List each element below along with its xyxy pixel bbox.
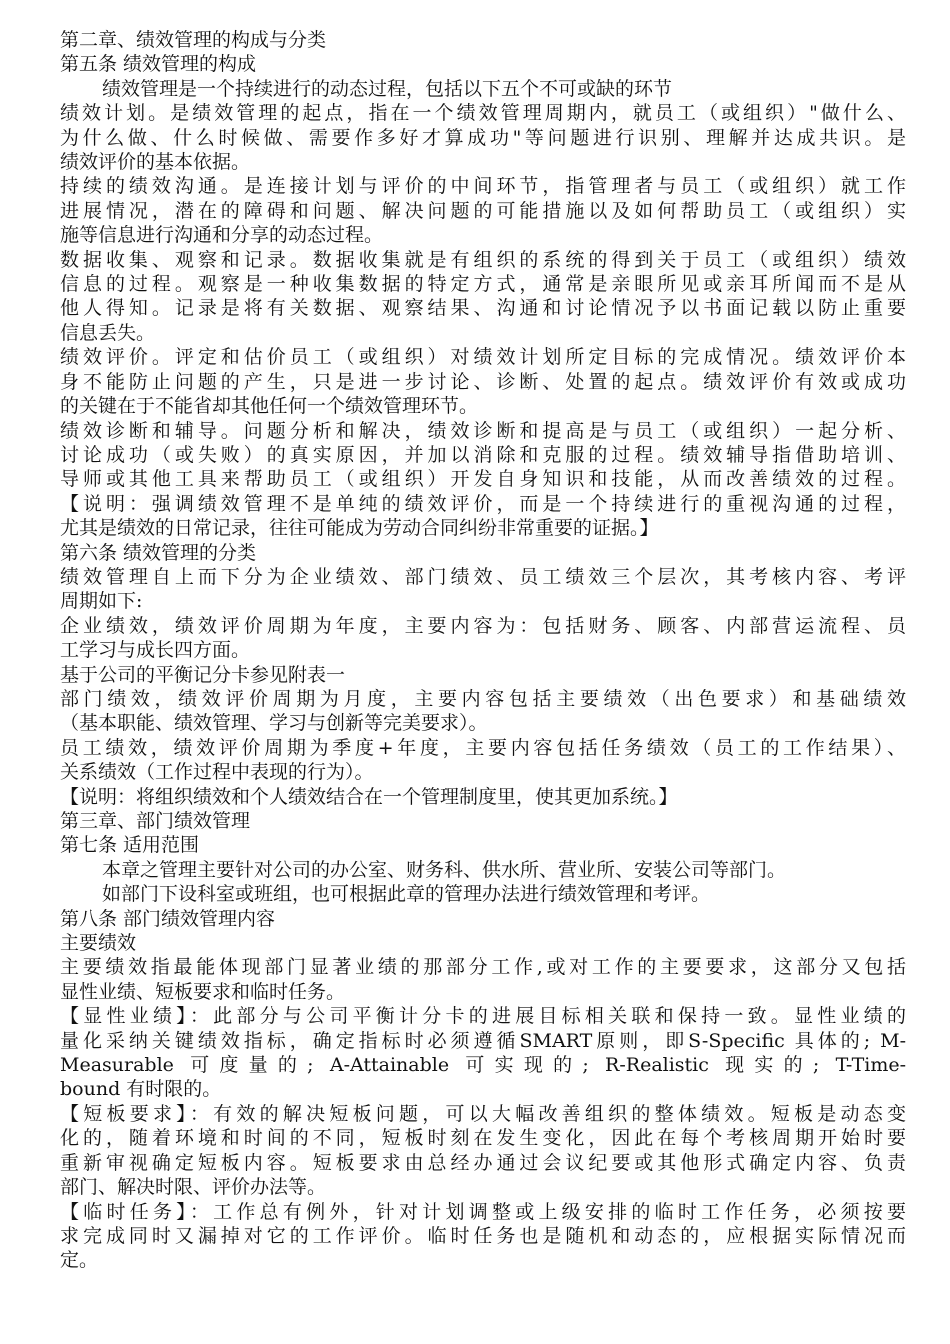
paragraph-line: 定。	[60, 1249, 99, 1272]
paragraph-line: 讨论成功（或失败）的真实原因，并加以消除和克服的过程。绩效辅导指借助培训、	[60, 443, 906, 466]
article-7-heading: 第七条 适用范围	[60, 834, 200, 857]
paragraph-line: 化的，随着环境和时间的不同，短板时刻在发生变化，因此在每个考核周期开始时要	[60, 1127, 906, 1150]
note-line: 【说明：强调绩效管理不是单纯的绩效评价，而是一个持续进行的重视沟通的过程，	[60, 492, 906, 515]
paragraph-line: 他人得知。记录是将有关数据、观察结果、沟通和讨论情况予以书面记载以防止重要	[60, 297, 906, 320]
paragraph-line: 如部门下设科室或班组，也可根据此章的管理办法进行绩效管理和考评。	[102, 883, 711, 906]
paragraph-line: 绩效评价。评定和估价员工（或组织）对绩效计划所定目标的完成情况。绩效评价本	[60, 346, 906, 369]
paragraph-line: 量化采纳关键绩效指标，确定指标时必须遵循SMART原则，即S-Specific 具体的; M-	[60, 1029, 906, 1052]
paragraph-line: 绩效诊断和辅导。问题分析和解决，绩效诊断和提高是与员工（或组织）一起分析、	[60, 419, 906, 442]
note-line: 【说明：将组织绩效和个人绩效结合在一个管理制度里，使其更加系统。】	[60, 785, 678, 808]
article-6-heading: 第六条 绩效管理的分类	[60, 541, 257, 564]
paragraph-line: 基于公司的平衡记分卡参见附表一	[60, 663, 346, 686]
paragraph-line: 本章之管理主要针对公司的办公室、财务科、供水所、营业所、安装公司等部门。	[102, 858, 787, 881]
paragraph-line: 绩效计划。是绩效管理的起点，指在一个绩效管理周期内，就员工（或组织）"做什么、	[60, 102, 906, 125]
paragraph-line: 施等信息进行沟通和分享的动态过程。	[60, 224, 384, 247]
paragraph-line: 【临时任务】：工作总有例外，针对计划调整或上级安排的临时工作任务，必须按要	[60, 1200, 906, 1223]
paragraph-line: 企业绩效，绩效评价周期为年度，主要内容为：包括财务、顾客、内部营运流程、员	[60, 614, 906, 637]
paragraph-line: 【显性业绩】：此部分与公司平衡计分卡的进展目标相关联和保持一致。显性业绩的	[60, 1005, 906, 1028]
article-5-heading: 第五条 绩效管理的构成	[60, 53, 257, 76]
paragraph-line: 关系绩效（工作过程中表现的行为）。	[60, 761, 374, 784]
paragraph-line: Measurable 可度量的; A-Attainable 可实现的; R-Realistic 现实的; T-Time-	[60, 1054, 906, 1077]
paragraph-line: （基本职能、绩效管理、学习与创新等完美要求）。	[60, 712, 488, 735]
paragraph-line: 求完成同时又漏掉对它的工作评价。临时任务也是随机和动态的，应根据实际情况而	[60, 1224, 906, 1247]
paragraph-line: 持续的绩效沟通。是连接计划与评价的中间环节，指管理者与员工（或组织）就工作	[60, 175, 906, 198]
paragraph-line: 进展情况，潜在的障碍和问题、解决问题的可能措施以及如何帮助员工（或组织）实	[60, 199, 906, 222]
paragraph-line: 工学习与成长四方面。	[60, 639, 251, 662]
note-line: 尤其是绩效的日常记录，往往可能成为劳动合同纠纷非常重要的证据。】	[60, 517, 659, 540]
paragraph-line: 信息丢失。	[60, 321, 156, 344]
paragraph-line: 员工绩效，绩效评价周期为季度+年度，主要内容包括任务绩效（员工的工作结果）、	[60, 736, 906, 759]
paragraph-line: 绩效评价的基本依据。	[60, 151, 251, 174]
paragraph-line: 【短板要求】：有效的解决短板问题，可以大幅改善组织的整体绩效。短板是动态变	[60, 1102, 906, 1125]
paragraph-line: bound 有时限的。	[60, 1078, 222, 1101]
chapter-2-heading: 第二章、绩效管理的构成与分类	[60, 29, 327, 51]
paragraph-line: 部门绩效，绩效评价周期为月度，主要内容包括主要绩效（出色要求）和基础绩效	[60, 687, 906, 710]
paragraph-line: 数据收集、观察和记录。数据收集就是有组织的系统的得到关于员工（或组织）绩效	[60, 248, 906, 271]
paragraph-line: 部门、解决时限、评价办法等。	[60, 1176, 327, 1199]
paragraph-line: 重新审视确定短板内容。短板要求由总经办通过会议纪要或其他形式确定内容、负责	[60, 1151, 906, 1174]
paragraph-line: 显性业绩、短板要求和临时任务。	[60, 980, 346, 1003]
paragraph-line: 导师或其他工具来帮助员工（或组织）开发自身知识和技能，从而改善绩效的过程。	[60, 468, 906, 491]
paragraph-line: 的关键在于不能省却其他任何一个绩效管理环节。	[60, 395, 479, 418]
article-8-heading: 第八条 部门绩效管理内容	[60, 907, 276, 930]
paragraph-line: 身不能防止问题的产生，只是进一步讨论、诊断、处置的起点。绩效评价有效或成功	[60, 370, 906, 393]
paragraph-line: 绩效管理自上而下分为企业绩效、部门绩效、员工绩效三个层次，其考核内容、考评	[60, 565, 906, 588]
paragraph-line: 周期如下:	[60, 590, 143, 613]
paragraph-line: 绩效管理是一个持续进行的动态过程，包括以下五个不可或缺的环节	[102, 77, 673, 100]
chapter-3-heading: 第三章、部门绩效管理	[60, 810, 251, 832]
paragraph-line: 为什么做、什么时候做、需要作多好才算成功"等问题进行识别、理解并达成共识。是	[60, 126, 906, 149]
subsection-heading: 主要绩效	[60, 932, 137, 955]
paragraph-line: 信息的过程。观察是一种收集数据的特定方式，通常是亲眼所见或亲耳所闻而不是从	[60, 273, 906, 296]
paragraph-line: 主要绩效指最能体现部门显著业绩的那部分工作,或对工作的主要要求，这部分又包括	[60, 956, 906, 979]
